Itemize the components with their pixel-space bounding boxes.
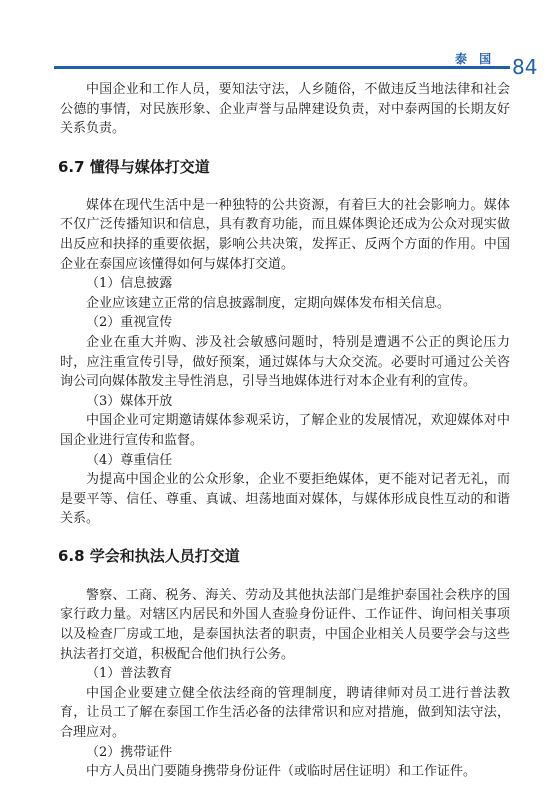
- section-heading-6-7: 6.7 懂得与媒体打交道: [58, 157, 210, 176]
- subheading-legal-education: （1）普法教育: [86, 666, 173, 682]
- header-rule: [54, 66, 510, 69]
- paragraph-information-disclosure: 企业应该建立正常的信息披露制度，定期向媒体发布相关信息。: [86, 295, 451, 311]
- page-body: [60, 80, 510, 782]
- section-6-8-intro: 警察、工商、税务、海关、劳动及其他执法部门是维护泰国社会秩序的国家行政力量。对辖区内居民和外国人查验身份证件、工作证件、询问相关事项以及检查厂房或工地，是泰国执法者的职责，中国企业相关人员要学会与这些执法者打交道，积极配合他们执行公务。: [60, 587, 510, 662]
- subheading-value-publicity: （2）重视宣传: [86, 315, 173, 331]
- section-6-7-intro: 媒体在现代生活中是一种独特的公共资源，有着巨大的社会影响力。媒体不仅广泛传播知识和信息，具有教育功能，而且媒体舆论还成为公众对现实做出反应和抉择的重要依据，影响公共决策，发挥正、反两个方面的作用。中国企业在泰国应该懂得如何与媒体打交道。: [60, 197, 510, 272]
- subheading-respect-trust: （4）尊重信任: [86, 452, 173, 468]
- running-header-country: 泰 国: [455, 52, 496, 66]
- paragraph-carry-documents: 中方人员出门要随身携带身份证件（或临时居住证明）和工作证件。: [86, 764, 477, 780]
- subheading-carry-documents: （2）携带证件: [86, 744, 173, 760]
- paragraph-respect-trust: 为提高中国企业的公众形象，企业不要拒绝媒体，更不能对记者无礼，而是要平等、信任、尊重、真诚、坦荡地面对媒体，与媒体形成良性互动的和谐关系。: [60, 472, 510, 527]
- page-number: 84: [512, 55, 538, 79]
- paragraph-legal-education: 中国企业要建立健全依法经商的管理制度，聘请律师对员工进行普法教育，让员工了解在泰国工作生活必备的法律常识和应对措施，做到知法守法，合理应对。: [60, 685, 510, 741]
- intro-paragraph: 中国企业和工作人员，要知法守法，人乡随俗，不做违反当地法律和社会公德的事情，对民族形象、企业声誉与品牌建设负责，对中泰两国的长期友好关系负责。: [60, 82, 510, 137]
- paragraph-value-publicity: 企业在重大并购、涉及社会敏感问题时，特别是遭遇不公正的舆论压力时，应注重宣传引导，做好预案，通过媒体与大众交流。必要时可通过公关咨询公司向媒体散发主导性消息，引导当地媒体进行对本企业有利的宣传。: [60, 334, 510, 390]
- paragraph-media-openness: 中国企业可定期邀请媒体参观采访，了解企业的发展情况，欢迎媒体对中国企业进行宣传和监督。: [60, 413, 510, 448]
- subheading-media-openness: （3）媒体开放: [86, 393, 173, 409]
- subheading-information-disclosure: （1）信息披露: [86, 276, 173, 292]
- section-heading-6-8: 6.8 学会和执法人员打交道: [58, 546, 240, 565]
